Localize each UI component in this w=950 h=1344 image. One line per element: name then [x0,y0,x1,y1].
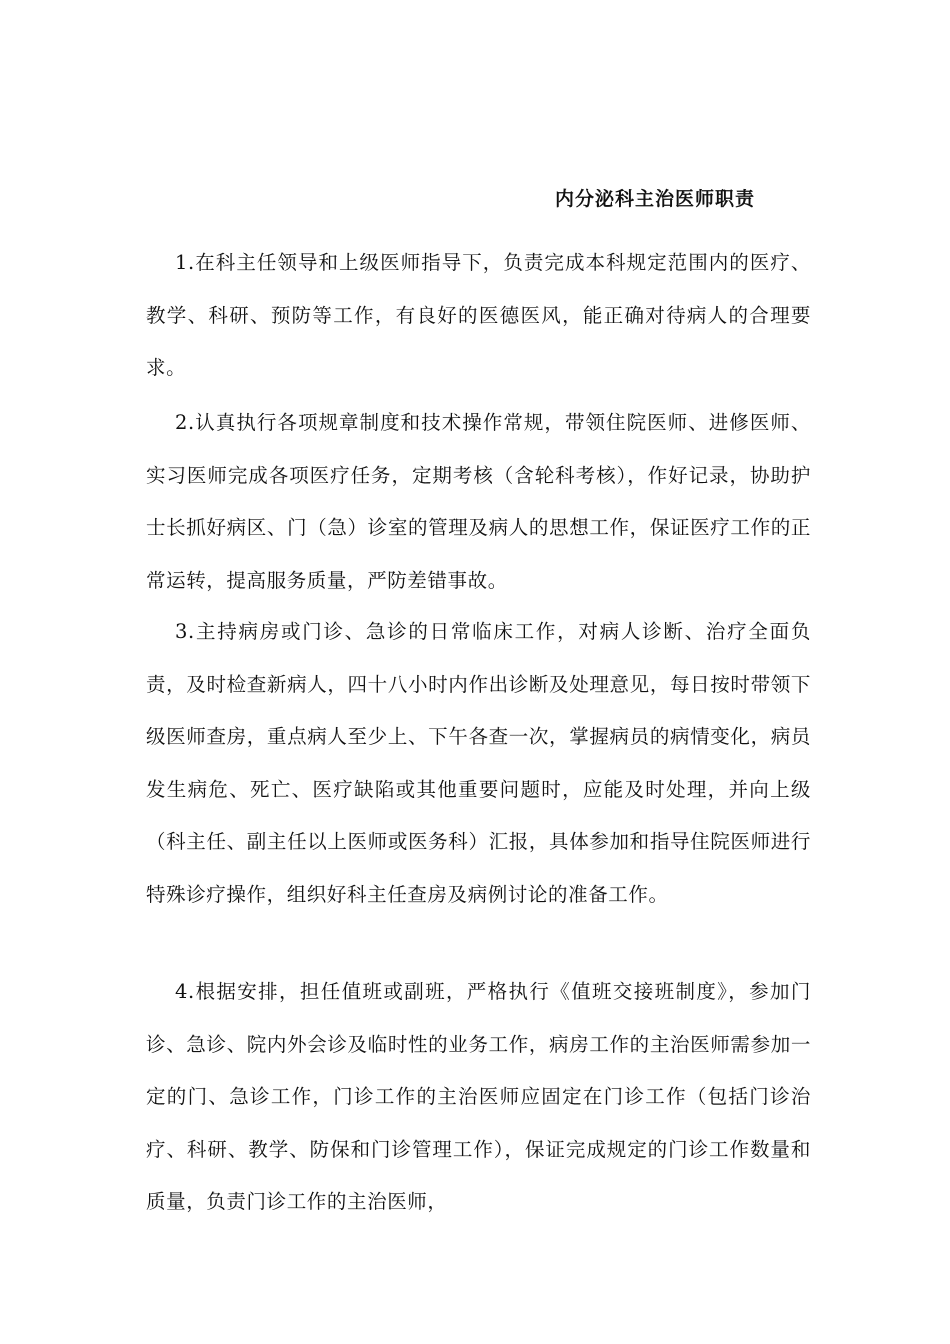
paragraph-2: 2.认真执行各项规章制度和技术操作常规，带领住院医师、进修医师、实习医师完成各项医疗任务，定期考核（含轮科考核），作好记录，协助护士长抓好病区、门（急）诊室的管理及病人的思想工作，保证医疗工作的正常运转，提高服务质量，严防差错事故。 [146,411,811,592]
document-title: 内分泌科主治医师职责 [555,188,756,210]
paragraph-1: 1.在科主任领导和上级医师指导下，负责完成本科规定范围内的医疗、教学、科研、预防等工作，有良好的医德医风，能正确对待病人的合理要求。 [146,251,811,379]
paragraph-4: 4.根据安排，担任值班或副班，严格执行《值班交接班制度》，参加门诊、急诊、院内外会诊及临时性的业务工作，病房工作的主治医师需参加一定的门、急诊工作，门诊工作的主治医师应固定在门诊工作（包括门诊治疗、科研、教学、防保和门诊管理工作），保证完成规定的门诊工作数量和质量，负责门诊工作的主治医师， [146,980,811,1213]
paragraph-3: 3.主持病房或门诊、急诊的日常临床工作，对病人诊断、治疗全面负责，及时检查新病人，四十八小时内作出诊断及处理意见，每日按时带领下级医师查房，重点病人至少上、下午各查一次，掌握病员的病情变化，病员发生病危、死亡、医疗缺陷或其他重要问题时，应能及时处理，并向上级（科主任、副主任以上医师或医务科）汇报，具体参加和指导住院医师进行特殊诊疗操作，组织好科主任查房及病例讨论的准备工作。 [146,620,811,906]
